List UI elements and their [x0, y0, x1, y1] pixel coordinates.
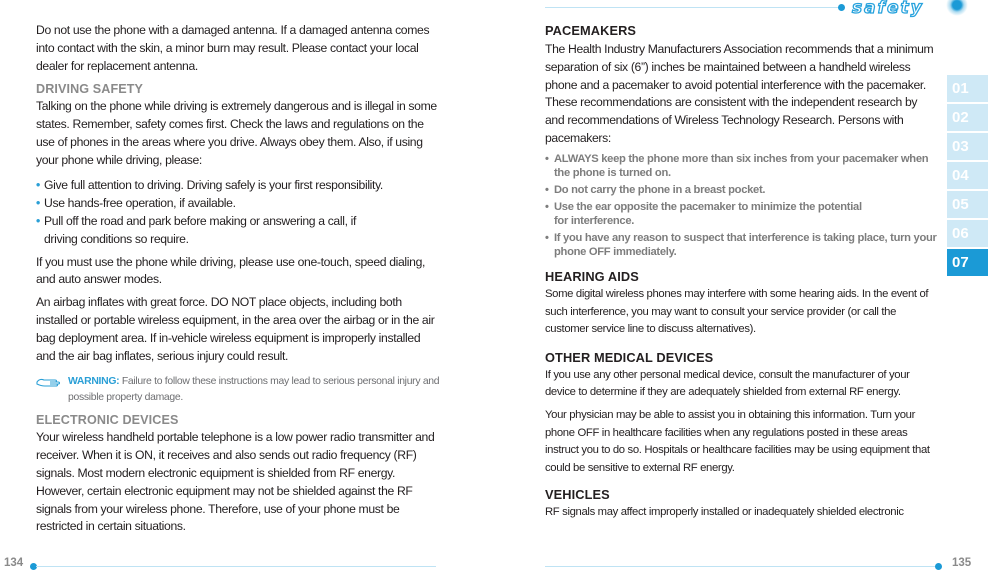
section-title: safety	[852, 0, 924, 18]
hearing-aids-heading: HEARING AIDS	[545, 268, 639, 284]
chapter-tab-02[interactable]: 02	[947, 104, 988, 131]
bullet-icon: •	[545, 183, 549, 196]
bullet-icon: •	[36, 213, 40, 228]
right-page-column	[545, 22, 938, 522]
list-item: • Use hands-free operation, if available.	[36, 195, 236, 210]
header-glow-dot	[946, 0, 968, 16]
footer-left-rule	[36, 566, 436, 567]
right-page-number: 135	[952, 557, 972, 569]
header-rule	[545, 7, 841, 8]
vehicles-heading: VEHICLES	[545, 487, 610, 503]
pacemaker-bullet-list	[545, 152, 938, 260]
footer-right-rule	[545, 566, 937, 567]
list-item: • Pull off the road and park before making or answering a call, if driving conditions so require.	[36, 213, 357, 246]
chapter-tab-07[interactable]: 07	[947, 249, 988, 276]
bullet-icon: •	[545, 200, 549, 213]
bullet-icon: •	[36, 195, 40, 210]
bullet-icon: •	[545, 152, 549, 165]
bullet-icon: •	[36, 177, 40, 192]
vehicles-paragraph: RF signals may affect improperly installed or inadequately shielded electronic	[545, 506, 904, 519]
header-dot	[838, 4, 845, 11]
driving-safety-heading: DRIVING SAFETY	[36, 82, 144, 97]
left-page-column	[36, 22, 440, 536]
list-item: • Give full attention to driving. Driving safely is your first responsibility.	[36, 177, 383, 192]
pacemakers-paragraph: The Health Industry Manufacturers Association recommends that a minimum separation of six (6”) inches be maintained between a handheld wireless phone and a pacemaker to avoid potential interference with the pacemaker. These recommendations are consistent with the independent research by and recommendations of Wireless Technology Research. Persons with pacemakers:	[545, 42, 934, 145]
list-item: • Use the ear opposite the pacemaker to minimize the potential for interference.	[545, 200, 862, 228]
warning-note	[36, 374, 440, 405]
electronic-paragraph: Your wireless handheld portable telephone is a low power radio transmitter and receiver. When it is ON, it receives and also sends out radio frequency (RF) signals. Most modern electronic equipment is shielded from RF energy. However, certain electronic equipment may not be shielded against the RF signals from your wireless phone. Therefore, use of your phone must be restricted in certain situations.	[36, 430, 435, 534]
warning-label: WARNING:	[68, 376, 120, 388]
bullet-icon: •	[545, 231, 549, 244]
chapter-tab-01[interactable]: 01	[947, 75, 988, 102]
warning-hand-icon	[36, 375, 62, 389]
chapter-tab-05[interactable]: 05	[947, 191, 988, 218]
hearing-aids-paragraph: Some digital wireless phones may interfere with some hearing aids. In the event of such interference, you may want to consult your service provider (or call the customer service line to discuss alternatives).	[545, 287, 929, 336]
driving-paragraph: Talking on the phone while driving is extremely dangerous and is illegal in some states. Remember, safety comes first. Check the laws and regulations on the use of phones in the areas where you drive. Always obey them. Also, if using your phone while driving, please:	[36, 99, 437, 167]
list-item: • If you have any reason to suspect that interference is taking place, turn your phone OFF immediately.	[545, 231, 937, 259]
chapter-tabs	[947, 75, 988, 278]
list-item: • ALWAYS keep the phone more than six inches from your pacemaker when the phone is turned on.	[545, 152, 929, 180]
antenna-paragraph: Do not use the phone with a damaged antenna. If a damaged antenna comes into contact with the skin, a minor burn may result. Please contact your local dealer for replacement antenna.	[36, 23, 430, 73]
chapter-tab-04[interactable]: 04	[947, 162, 988, 189]
medical-paragraph-2: Your physician may be able to assist you in obtaining this information. Turn your phone OFF in healthcare facilities when any regulations posted in these areas instruct you to do so. Hospitals or healthcare facilities may be using equipment that could be sensitive to external RF energy.	[545, 408, 930, 474]
pacemakers-heading: PACEMAKERS	[545, 23, 637, 38]
warning-text: Failure to follow these instructions may lead to serious personal injury and possible property damage.	[68, 376, 440, 403]
medical-paragraph-1: If you use any other personal medical device, consult the manufacturer of your device to determine if they are adequately shielded from external RF energy.	[545, 368, 910, 399]
airbag-paragraph: An airbag inflates with great force. DO NOT place objects, including both installed or portable wireless equipment, in the area over the airbag or in the air bag deployment area. If in-vehicle wireless equipment is improperly installed and the air bag inflates, serious injury could result.	[36, 295, 435, 363]
chapter-tab-06[interactable]: 06	[947, 220, 988, 247]
other-medical-devices-heading: OTHER MEDICAL DEVICES	[545, 349, 714, 365]
footer-right-dot	[935, 563, 942, 570]
list-item: • Do not carry the phone in a breast pocket.	[545, 183, 766, 196]
electronic-devices-heading: ELECTRONIC DEVICES	[36, 413, 179, 428]
one-touch-paragraph: If you must use the phone while driving, please use one-touch, speed dialing, and auto answer modes.	[36, 254, 426, 287]
chapter-tab-03[interactable]: 03	[947, 133, 988, 160]
driving-bullet-list	[36, 176, 440, 248]
left-page-number: 134	[4, 557, 24, 569]
